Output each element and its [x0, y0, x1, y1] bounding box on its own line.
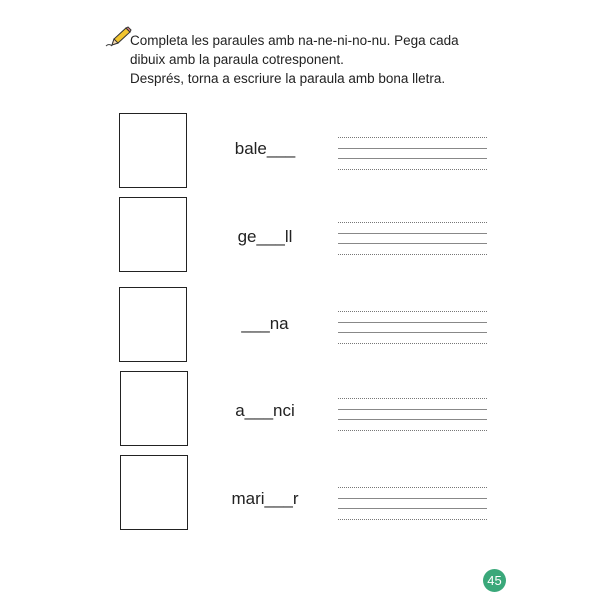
picture-box[interactable]: [120, 371, 188, 446]
word-prompt: bale___: [234, 139, 296, 158]
pencil-icon: [104, 26, 132, 55]
picture-box[interactable]: [120, 455, 188, 530]
solid-line: [338, 322, 487, 323]
handwriting-lines[interactable]: [338, 222, 487, 256]
handwriting-lines[interactable]: [338, 398, 487, 432]
instruction-line: Completa les paraules amb na-ne-ni-no-nu. Pega cada: [130, 33, 459, 48]
dotted-line: [338, 519, 487, 520]
solid-line: [338, 409, 487, 410]
page-number-badge: 45: [483, 569, 506, 592]
instructions: [130, 31, 459, 88]
instruction-line: dibuix amb la paraula cotresponent.: [130, 52, 344, 67]
word-prompt: a___nci: [235, 401, 295, 420]
dotted-line: [338, 254, 487, 255]
instruction-line: Després, torna a escriure la paraula amb bona lletra.: [130, 71, 446, 86]
solid-line: [338, 508, 487, 509]
dotted-line: [338, 137, 487, 138]
solid-line: [338, 233, 487, 234]
word-prompt: ___na: [241, 314, 289, 333]
handwriting-lines[interactable]: [338, 137, 487, 171]
handwriting-lines[interactable]: [338, 311, 487, 345]
picture-box[interactable]: [119, 197, 187, 272]
dotted-line: [338, 222, 487, 223]
solid-line: [338, 148, 487, 149]
solid-line: [338, 332, 487, 333]
dotted-line: [338, 398, 487, 399]
word-prompt: ge___ll: [237, 227, 293, 246]
dotted-line: [338, 169, 487, 170]
picture-box[interactable]: [119, 287, 187, 362]
word-prompt: mari___r: [231, 489, 299, 508]
solid-line: [338, 419, 487, 420]
solid-line: [338, 158, 487, 159]
dotted-line: [338, 430, 487, 431]
solid-line: [338, 498, 487, 499]
dotted-line: [338, 311, 487, 312]
handwriting-lines[interactable]: [338, 487, 487, 521]
picture-box[interactable]: [119, 113, 187, 188]
solid-line: [338, 243, 487, 244]
dotted-line: [338, 343, 487, 344]
dotted-line: [338, 487, 487, 488]
